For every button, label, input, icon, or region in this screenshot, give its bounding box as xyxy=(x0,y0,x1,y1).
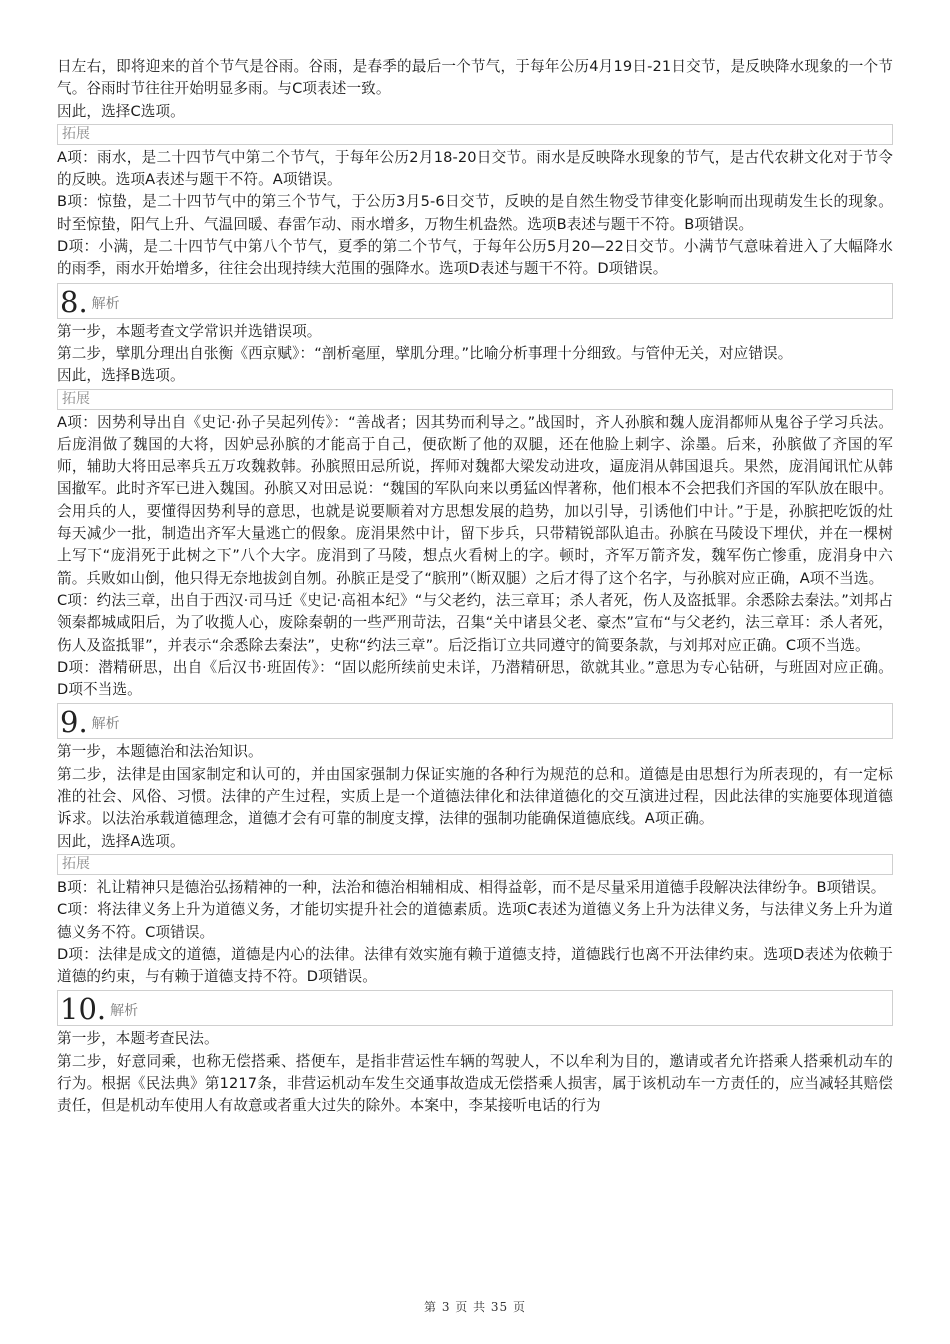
option-a-text: A项：因势利导出自《史记·孙子吴起列传》：“善战者；因其势而利导之。”战国时，齐人孙膑和魏人庞涓都师从鬼谷子学习兵法。后庞涓做了魏国的大将，因妒忌孙膑的才能高于自己，便砍断了他的双腿，还在他脸上刺字、涂墨。后来，孙膑做了齐国的军师，辅助大将田忌率兵五万攻魏救韩。孙膑照田忌所说，挥师对魏都大梁发动进攻，逼庞涓从韩国退兵。果然，庞涓闻讯忙从韩国撤军。此时齐军已进入魏国。孙膑又对田忌说：“魏国的军队向来以勇猛凶悍著称，他们根本不会把我们齐国的军队放在眼中。会用兵的人，要懂得因势利导的意思，也就是说要顺着对方思想发展的趋势，加以引导，引诱他们中计。”于是，孙膑把吃饭的灶每天减少一批，制造出齐军大量逃亡的假象。庞涓果然中计，留下步兵，只带精锐部队追击。孙膑在马陵设下埋伏，并在一棵树上写下“庞涓死于此树之下”八个大字。庞涓到了马陵，想点火看树上的字。顿时，齐军万箭齐发，魏军伤亡惨重，庞涓身中六箭。兵败如山倒，他只得无奈地拔剑自刎。孙膑正是受了“膑刑”（断双腿）之后才得了这个名字，与孙膑对应正确，A项不当选。 xyxy=(57,413,893,587)
answer-line: 因此，选择C选项。 xyxy=(57,102,185,120)
analysis-label: 解析 xyxy=(91,295,120,312)
option-d-text: D项：小满，是二十四节气中第八个节气，夏季的第二个节气，于每年公历5月20—22日交节。小满节气意味着进入了大幅降水的雨季，雨水开始增多，往往会出现持续大范围的强降水。选项D表述与题干不符。D项错误。 xyxy=(57,238,893,278)
option-c-text: C项：约法三章，出自于西汉·司马迁《史记·高祖本纪》“与父老约，法三章耳；杀人者死，伤人及盗抵罪。余悉除去秦法。”刘邦占领秦都城咸阳后，为了收揽人心，废除秦朝的一些严刑苛法，召集“关中诸县父老、豪杰”宣布“与父老约，法三章耳：杀人者死，伤人及盗抵罪”，并表示“余悉除去秦法”，史称“约法三章”。后泛指订立共同遵守的简要条款，与刘邦对应正确。C项不当选。 xyxy=(57,591,893,654)
option-a-text: A项：雨水，是二十四节气中第二个节气，于每年公历2月18-20日交节。雨水是反映降水现象的节气，是古代农耕文化对于节令的反映。选项A表述与题干不符。A项错误。 xyxy=(57,148,893,189)
step-1: 第一步，本题德治和法治知识。 xyxy=(57,743,263,761)
question-number: 8. xyxy=(60,284,88,319)
question-9-header xyxy=(57,703,893,739)
analysis-label: 解析 xyxy=(91,716,120,733)
step-2: 第二步，好意同乘，也称无偿搭乘、搭便车，是指非营运性车辆的驾驶人，不以牟利为目的，邀请或者允许搭乘人搭乘机动车的行为。根据《民法典》第1217条，非营运机动车发生交通事故造成无偿搭乘人损害，属于该机动车一方责任的，应当减轻其赔偿责任，但是机动车使用人有故意或者重大过失的除外。本案中，李某接听电话的行为 xyxy=(57,1052,893,1115)
analysis-label: 解析 xyxy=(110,1003,139,1020)
extension-label: 拓展 xyxy=(57,389,893,410)
document-page xyxy=(57,56,893,1118)
step-1: 第一步，本题考查民法。 xyxy=(57,1030,219,1048)
section-q7-continued xyxy=(57,56,893,281)
section-q10 xyxy=(57,990,893,1117)
option-d-text: D项：潜精研思，出自《后汉书·班固传》：“固以彪所续前史未详，乃潜精研思，欲就其业。”意思为专心钻研，与班固对应正确。D项不当选。 xyxy=(57,658,893,699)
option-c-text: C项：将法律义务上升为道德义务，才能切实提升社会的道德素质。选项C表述为道德义务上升为法律义务，与法律义务上升为道德义务不符。C项错误。 xyxy=(57,901,893,941)
question-number: 9. xyxy=(60,705,88,740)
option-b-text: B项：礼让精神只是德治弘扬精神的一种，法治和德治相辅相成、相得益彰，而不是尽量采用道德手段解决法律纷争。B项错误。 xyxy=(57,878,886,896)
step-2: 第二步，擘肌分理出自张衡《西京赋》：“剖析毫厘，擘肌分理。”比喻分析事理十分细致。与管仲无关，对应错误。 xyxy=(57,344,793,362)
question-10-header xyxy=(57,990,893,1026)
page-footer: 第 3 页 共 35 页 xyxy=(424,1300,526,1314)
option-b-text: B项：惊蛰，是二十四节气中的第三个节气，于公历3月5-6日交节，反映的是自然生物受节律变化影响而出现萌发生长的现象。时至惊蛰，阳气上升、气温回暖、春雷乍动、雨水增多，万物生机盎然。选项B表述与题干不符。B项错误。 xyxy=(57,193,893,233)
step-2: 第二步，法律是由国家制定和认可的，并由国家强制力保证实施的各种行为规范的总和。道德是由思想行为所表现的，有一定标准的社会、风俗、习惯。法律的产生过程，实质上是一个道德法律化和法律道德化的交互演进过程，因此法律的实施要体现道德诉求。以法治承载道德理念，道德才会有可靠的制度支撑，法律的强制功能确保道德底线。A项正确。 xyxy=(57,765,893,828)
question-8-header xyxy=(57,283,893,319)
section-q9 xyxy=(57,703,893,988)
extension-label: 拓展 xyxy=(57,854,893,875)
question-number: 10. xyxy=(60,992,107,1027)
answer-line: 因此，选择A选项。 xyxy=(57,832,185,850)
section-q8 xyxy=(57,283,893,702)
extension-label: 拓展 xyxy=(57,124,893,145)
step-1: 第一步，本题考查文学常识并选错误项。 xyxy=(57,322,322,340)
paragraph: 日左右，即将迎来的首个节气是谷雨。谷雨，是春季的最后一个节气，于每年公历4月19日-21日交节，是反映降水现象的一个节气。谷雨时节往往开始明显多雨。与C项表述一致。 xyxy=(57,58,893,98)
option-d-text: D项：法律是成文的道德，道德是内心的法律。法律有效实施有赖于道德支持，道德践行也离不开法律约束。选项D表述为依赖于道德的约束，与有赖于道德支持不符。D项错误。 xyxy=(57,945,893,986)
answer-line: 因此，选择B选项。 xyxy=(57,367,185,385)
